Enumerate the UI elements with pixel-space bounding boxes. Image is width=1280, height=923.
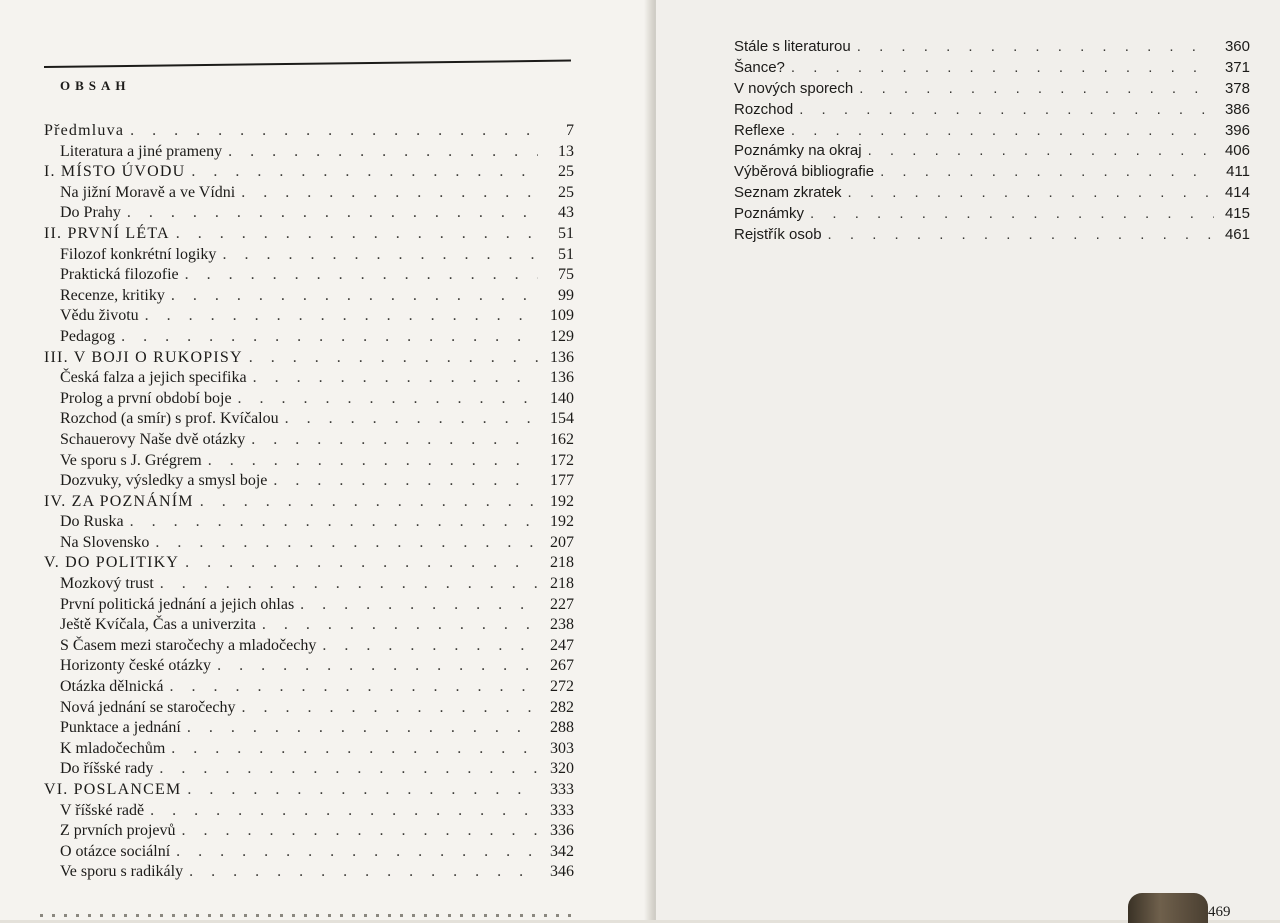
toc-entry-title: Filozof konkrétní logiky — [60, 245, 217, 263]
toc-entry-title: Rozchod (a smír) s prof. Kvíčalou — [60, 410, 279, 428]
toc-entry-title: Literatura a jiné prameny — [60, 142, 223, 160]
toc-entry-title: Stále s literaturou — [734, 38, 851, 55]
toc-entry-title: Z prvních projevů — [60, 822, 176, 840]
dot-leader — [249, 348, 538, 369]
toc-entry-title: Punktace a jednání — [60, 719, 181, 737]
toc-entry-page: 136 — [550, 369, 574, 387]
toc-entry-page: 247 — [550, 636, 574, 654]
toc-entry-page: 336 — [550, 822, 574, 840]
toc-entry — [734, 204, 1250, 225]
toc-entry-title: Předmluva — [44, 122, 125, 139]
toc-entry-page: 51 — [558, 245, 574, 263]
dot-leader — [145, 306, 538, 327]
dot-leader — [799, 100, 1214, 121]
dot-leader — [170, 677, 539, 698]
dot-leader — [150, 801, 538, 822]
toc-entry-title: Otázka dělnická — [60, 678, 164, 696]
toc-entry-title: Do Prahy — [60, 204, 121, 222]
dot-leader — [285, 409, 538, 430]
toc-heading: OBSAH — [60, 78, 131, 93]
toc-entry-title: Poznámky na okraj — [734, 142, 862, 160]
toc-entry — [44, 368, 574, 389]
toc-entry-page: 238 — [550, 616, 574, 634]
toc-entry-page: 415 — [1224, 205, 1250, 223]
toc-entry — [44, 574, 574, 595]
toc-entry — [44, 739, 574, 760]
toc-entry — [44, 121, 574, 142]
toc-entry-page: 371 — [1224, 58, 1250, 76]
toc-list-left — [44, 121, 574, 883]
toc-entry — [44, 142, 574, 163]
toc-entry-page: 154 — [550, 410, 574, 428]
toc-entry-title: Praktická filozofie — [60, 266, 179, 284]
toc-entry — [44, 286, 574, 307]
toc-entry-page: 207 — [550, 533, 574, 551]
toc-entry-title: VI. POSLANCEM — [44, 781, 182, 798]
toc-entry-page: 227 — [550, 595, 574, 613]
toc-entry-title: Seznam zkratek — [734, 184, 842, 202]
toc-entry — [44, 389, 574, 410]
toc-entry-page: 129 — [550, 327, 574, 345]
toc-entry-title: IV. ZA POZNÁNÍM — [44, 492, 194, 510]
toc-entry-page: 333 — [550, 801, 574, 819]
dot-leader — [848, 183, 1214, 204]
toc-entry — [44, 245, 574, 266]
toc-entry — [44, 780, 574, 801]
toc-entry-page: 414 — [1224, 184, 1250, 202]
dot-leader — [300, 595, 538, 616]
toc-entry-title: Schauerovy Naše dvě otázky — [60, 430, 246, 448]
dot-leader — [182, 821, 538, 842]
toc-entry — [44, 512, 574, 533]
thumb-holding-page — [1128, 893, 1208, 923]
toc-entry-title: Horizonty české otázky — [60, 657, 212, 675]
toc-entry-page: 136 — [550, 348, 574, 366]
toc-list-right — [734, 37, 1250, 246]
dot-leader — [189, 862, 538, 883]
dot-leader — [791, 58, 1214, 79]
toc-entry — [44, 409, 574, 430]
toc-entry-page: 25 — [558, 183, 574, 201]
dot-leader — [185, 553, 538, 574]
toc-entry-title: I. MÍSTO ÚVODU — [44, 163, 186, 181]
toc-entry-page: 346 — [550, 863, 574, 881]
dot-leader — [241, 183, 538, 204]
dot-leader — [262, 615, 538, 636]
toc-entry-title: S Časem mezi staročechy a mladočechy — [60, 636, 317, 654]
toc-entry-page: 288 — [550, 719, 574, 737]
toc-entry-page: 140 — [550, 389, 574, 407]
dot-leader — [171, 739, 538, 760]
toc-entry-title: Výběrová bibliografie — [734, 163, 875, 181]
toc-entry-page: 109 — [550, 307, 574, 325]
toc-entry-page: 320 — [550, 760, 574, 778]
toc-entry — [44, 656, 574, 677]
toc-entry-title: Pedagog — [60, 327, 116, 345]
toc-entry-page: 218 — [550, 575, 574, 593]
toc-entry-title: Do říšské rady — [60, 760, 154, 778]
toc-entry-title: V nových sporech — [734, 79, 854, 97]
toc-entry-title: Ve sporu s radikály — [60, 863, 184, 881]
toc-entry — [44, 183, 574, 204]
toc-entry-page: 192 — [550, 492, 574, 510]
dot-leader — [176, 224, 538, 245]
toc-entry — [44, 801, 574, 822]
toc-entry-page: 461 — [1224, 226, 1250, 244]
dot-leader — [251, 430, 538, 451]
dot-leader — [121, 327, 538, 348]
dot-leader — [228, 142, 538, 163]
dot-leader — [176, 842, 538, 863]
toc-entry — [44, 862, 574, 883]
toc-entry-page: 406 — [1224, 142, 1250, 160]
toc-entry-title: Dozvuky, výsledky a smysl boje — [60, 472, 268, 490]
toc-entry — [44, 842, 574, 863]
toc-entry — [44, 677, 574, 698]
toc-entry — [44, 492, 574, 513]
dot-leader — [160, 574, 538, 595]
dot-leader — [273, 471, 538, 492]
toc-entry-page: 99 — [558, 286, 574, 304]
toc-entry-page: 360 — [1224, 38, 1250, 55]
toc-entry-title: Prolog a první období boje — [60, 389, 232, 407]
toc-entry-title: Ve sporu s J. Grégrem — [60, 451, 202, 469]
dot-leader — [828, 225, 1214, 246]
toc-entry-page: 303 — [550, 739, 574, 757]
toc-entry-title: První politická jednání a jejich ohlas — [60, 595, 295, 613]
toc-entry — [734, 37, 1250, 58]
dot-leader — [191, 162, 538, 183]
toc-entry-title: O otázce sociální — [60, 842, 171, 860]
dot-leader — [222, 245, 538, 266]
toc-entry-title: Nová jednání se staročechy — [60, 698, 236, 716]
toc-entry — [44, 327, 574, 348]
toc-entry — [734, 162, 1250, 183]
dot-leader — [241, 698, 538, 719]
toc-entry — [734, 183, 1250, 204]
toc-entry-title: Recenze, kritiky — [60, 286, 165, 304]
toc-entry — [44, 718, 574, 739]
dot-leader — [185, 265, 538, 286]
dot-leader — [159, 759, 538, 780]
toc-entry — [44, 821, 574, 842]
toc-entry — [734, 121, 1250, 142]
toc-entry-title: Mozkový trust — [60, 575, 154, 593]
toc-entry-page: 192 — [550, 513, 574, 531]
toc-entry — [44, 306, 574, 327]
toc-entry-title: III. V BOJI O RUKOPISY — [44, 348, 243, 366]
toc-entry-page: 162 — [550, 430, 574, 448]
toc-entry-page: 411 — [1226, 163, 1250, 181]
toc-entry-page: 386 — [1224, 100, 1250, 118]
dot-leader — [868, 141, 1214, 162]
toc-entry-title: Česká falza a jejich specifika — [60, 369, 247, 387]
toc-entry — [734, 79, 1250, 100]
toc-entry-title: V říšské radě — [60, 801, 145, 819]
toc-entry — [44, 203, 574, 224]
toc-entry-title: K mladočechům — [60, 739, 166, 757]
page-edge-marks — [40, 914, 580, 917]
toc-entry — [734, 141, 1250, 162]
toc-entry-page: 25 — [558, 163, 574, 181]
toc-entry — [44, 348, 574, 369]
toc-entry-page: 396 — [1224, 121, 1250, 139]
toc-entry-page: 172 — [550, 451, 574, 469]
toc-entry-page: 177 — [550, 472, 574, 490]
toc-entry-title: Ještě Kvíčala, Čas a univerzita — [60, 616, 256, 634]
toc-entry-title: Rejstřík osob — [734, 226, 822, 244]
dot-leader — [200, 492, 538, 513]
toc-entry-title: V. DO POLITIKY — [44, 554, 180, 572]
dot-leader — [187, 718, 538, 739]
toc-entry — [44, 265, 574, 286]
toc-entry — [44, 595, 574, 616]
dot-leader — [155, 533, 538, 554]
dot-leader — [130, 121, 538, 142]
toc-entry — [44, 615, 574, 636]
toc-entry — [44, 162, 574, 183]
dot-leader — [322, 636, 538, 657]
toc-entry-page: 267 — [550, 657, 574, 675]
toc-entry-title: Poznámky — [734, 205, 805, 223]
toc-entry-page: 43 — [558, 204, 574, 222]
toc-entry — [44, 636, 574, 657]
dot-leader — [859, 79, 1214, 100]
toc-entry-page: 75 — [558, 266, 574, 284]
toc-entry — [44, 430, 574, 451]
dot-leader — [253, 368, 538, 389]
toc-entry — [734, 225, 1250, 246]
toc-entry — [44, 224, 574, 245]
toc-entry — [734, 58, 1250, 79]
toc-entry-page: 342 — [550, 842, 574, 860]
toc-entry-page: 13 — [558, 142, 574, 160]
toc-entry-title: Šance? — [734, 58, 785, 76]
dot-leader — [187, 780, 538, 801]
dot-leader — [857, 37, 1214, 58]
toc-entry-title: Rozchod — [734, 100, 794, 118]
dot-leader — [171, 286, 538, 307]
dot-leader — [791, 121, 1214, 142]
toc-entry — [44, 471, 574, 492]
toc-entry-page: 378 — [1224, 79, 1250, 97]
toc-entry — [44, 533, 574, 554]
dot-leader — [217, 656, 538, 677]
toc-entry-page: 218 — [550, 554, 574, 572]
toc-entry — [44, 698, 574, 719]
toc-entry-title: Na Slovensko — [60, 533, 150, 551]
header-rule — [44, 60, 571, 68]
dot-leader — [127, 203, 538, 224]
toc-entry-page: 282 — [550, 698, 574, 716]
toc-entry-title: Na jižní Moravě a ve Vídni — [60, 183, 236, 201]
toc-entry-title: Do Ruska — [60, 513, 124, 531]
toc-entry — [44, 451, 574, 472]
toc-entry-page: 333 — [550, 781, 574, 798]
toc-entry — [44, 759, 574, 780]
dot-leader — [810, 204, 1214, 225]
toc-entry — [44, 553, 574, 574]
dot-leader — [238, 389, 538, 410]
dot-leader — [208, 451, 538, 472]
dot-leader — [880, 162, 1214, 183]
page-number: 469 — [1208, 904, 1231, 920]
toc-entry-title: II. PRVNÍ LÉTA — [44, 224, 170, 242]
toc-entry-title: Vědu životu — [60, 307, 139, 325]
dot-leader — [130, 512, 538, 533]
toc-entry-title: Reflexe — [734, 121, 785, 139]
toc-entry-page: 51 — [558, 224, 574, 242]
toc-entry-page: 7 — [566, 122, 574, 139]
toc-entry — [734, 100, 1250, 121]
toc-entry-page: 272 — [550, 678, 574, 696]
